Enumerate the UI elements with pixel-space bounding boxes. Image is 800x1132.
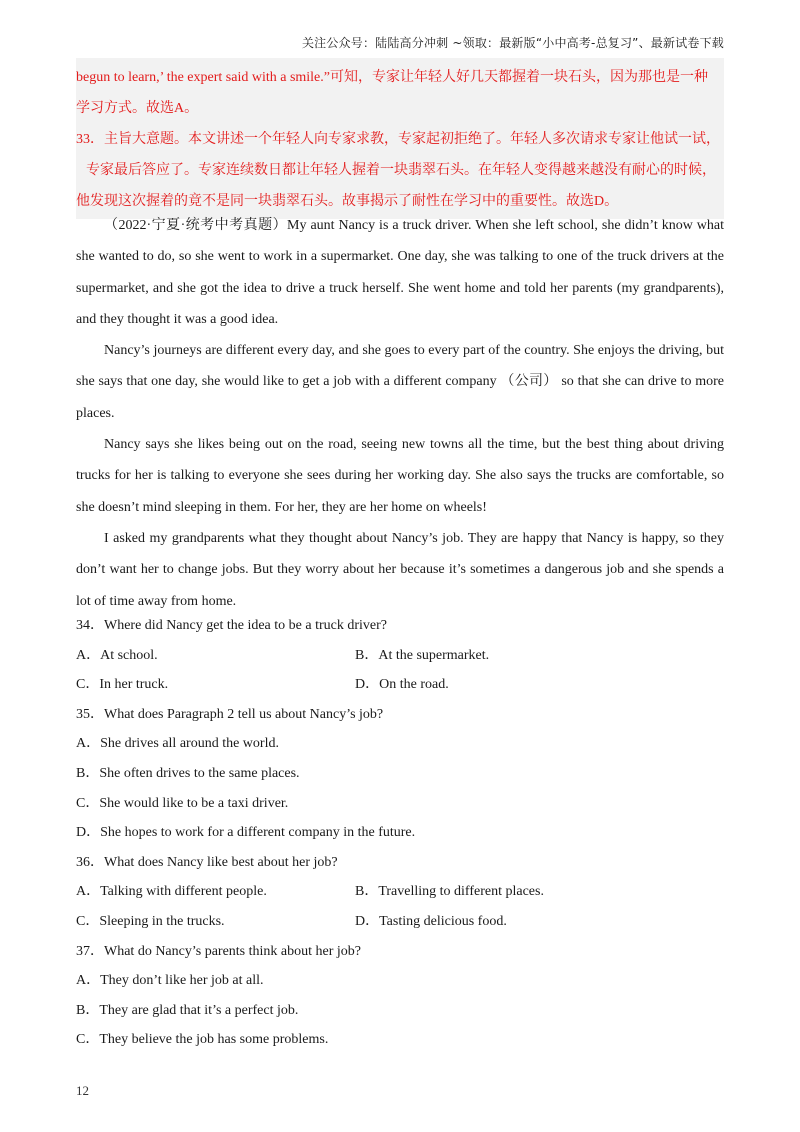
option-35-d: D．She hopes to work for a different company in the future. xyxy=(76,825,416,841)
question-36-options-row-2 xyxy=(76,907,724,937)
question-list xyxy=(76,611,724,1055)
option-37-b: B．They are glad that it’s a perfect job. xyxy=(76,1002,299,1018)
option-35-a: A．She drives all around the world. xyxy=(76,736,279,752)
question-34-options-row-2 xyxy=(76,670,724,700)
question-34-options-row-1 xyxy=(76,641,724,671)
question-34-stem: 34．Where did Nancy get the idea to be a truck driver? xyxy=(76,618,387,633)
passage-paragraph-3: Nancy says she likes being out on the road, seeing new towns all the time, but the best thing about driving trucks for her is talking to everyone she sees during her working day. She also says the trucks are comfortable, so she doesn’t mind sleeping in them. For her, they are her home on wheels! xyxy=(76,437,724,515)
option-36-b: B．Travelling to different places. xyxy=(355,884,544,900)
question-36-options-row-1 xyxy=(76,877,724,907)
reading-passage xyxy=(76,210,724,617)
passage-paragraph-1: （2022·宁夏·统考中考真题）My aunt Nancy is a truck driver. When she left school, she didn’t know what she wanted to do, so she went to work in a supermarket. One day, she was talking to one of the truck drivers at the supermarket, and she got the idea to drive a truck herself. She went home and told her parents (my grandparents), and they thought it was a good idea. xyxy=(76,218,724,327)
answer-line: 他发现这次握着的竟不是同一块翡翠石头。故事揭示了耐性在学习中的重要性。故选D。 xyxy=(76,194,619,209)
option-34-b: B．At the supermarket. xyxy=(355,647,490,663)
question-37-stem: 37．What do Nancy’s parents think about her job? xyxy=(76,943,361,959)
answer-explanation-box xyxy=(76,58,724,219)
passage-paragraph-4: I asked my grandparents what they thought about Nancy’s job. They are happy that Nancy is happy, so they don’t want her to change jobs. But they worry about her because it’s sometimes a dangerous job and she spends a lot of time away from home. xyxy=(76,530,724,609)
option-37-c: C．They believe the job has some problems. xyxy=(76,1032,329,1048)
page-header: 关注公众号：陆陆高分冲刺 ~领取：最新版“小中高考-总复习”、最新试卷下载 xyxy=(301,36,724,50)
option-36-c: C．Sleeping in the trucks. xyxy=(76,913,225,929)
page-number: 12 xyxy=(76,1083,89,1098)
question-35-stem: 35．What does Paragraph 2 tell us about Nancy’s job? xyxy=(76,706,384,722)
option-34-c: C．In her truck. xyxy=(76,677,169,693)
option-34-a: A．At school. xyxy=(76,647,158,663)
answer-line: 专家最后答应了。专家连续数日都让年轻人握着一块翡翠石头。在年轻人变得越来越没有耐心的时候， xyxy=(86,163,716,178)
option-37-a: A．They don’t like her job at all. xyxy=(76,973,264,989)
passage-paragraph-2: Nancy’s journeys are different every day, and she goes to every part of the country. She enjoys the driving, but she says that one day, she would like to get a job with a different company （公司） so that she can drive to more places. xyxy=(76,343,724,421)
answer-line: 学习方式。故选A。 xyxy=(76,101,199,116)
option-35-c: C．She would like to be a taxi driver. xyxy=(76,795,289,811)
option-36-a: A．Talking with different people. xyxy=(76,884,267,900)
option-36-d: D．Tasting delicious food. xyxy=(355,913,507,929)
answer-line: begun to learn,’ the expert said with a smile.”可知，专家让年轻人好几天都握着一块石头，因为那也是一种 xyxy=(76,70,708,85)
option-34-d: D．On the road. xyxy=(355,677,449,693)
option-35-b: B．She often drives to the same places. xyxy=(76,765,300,781)
answer-line: 33．主旨大意题。本文讲述一个年轻人向专家求教，专家起初拒绝了。年轻人多次请求专家让他试一试， xyxy=(76,132,720,147)
question-36-stem: 36．What does Nancy like best about her job? xyxy=(76,854,338,870)
